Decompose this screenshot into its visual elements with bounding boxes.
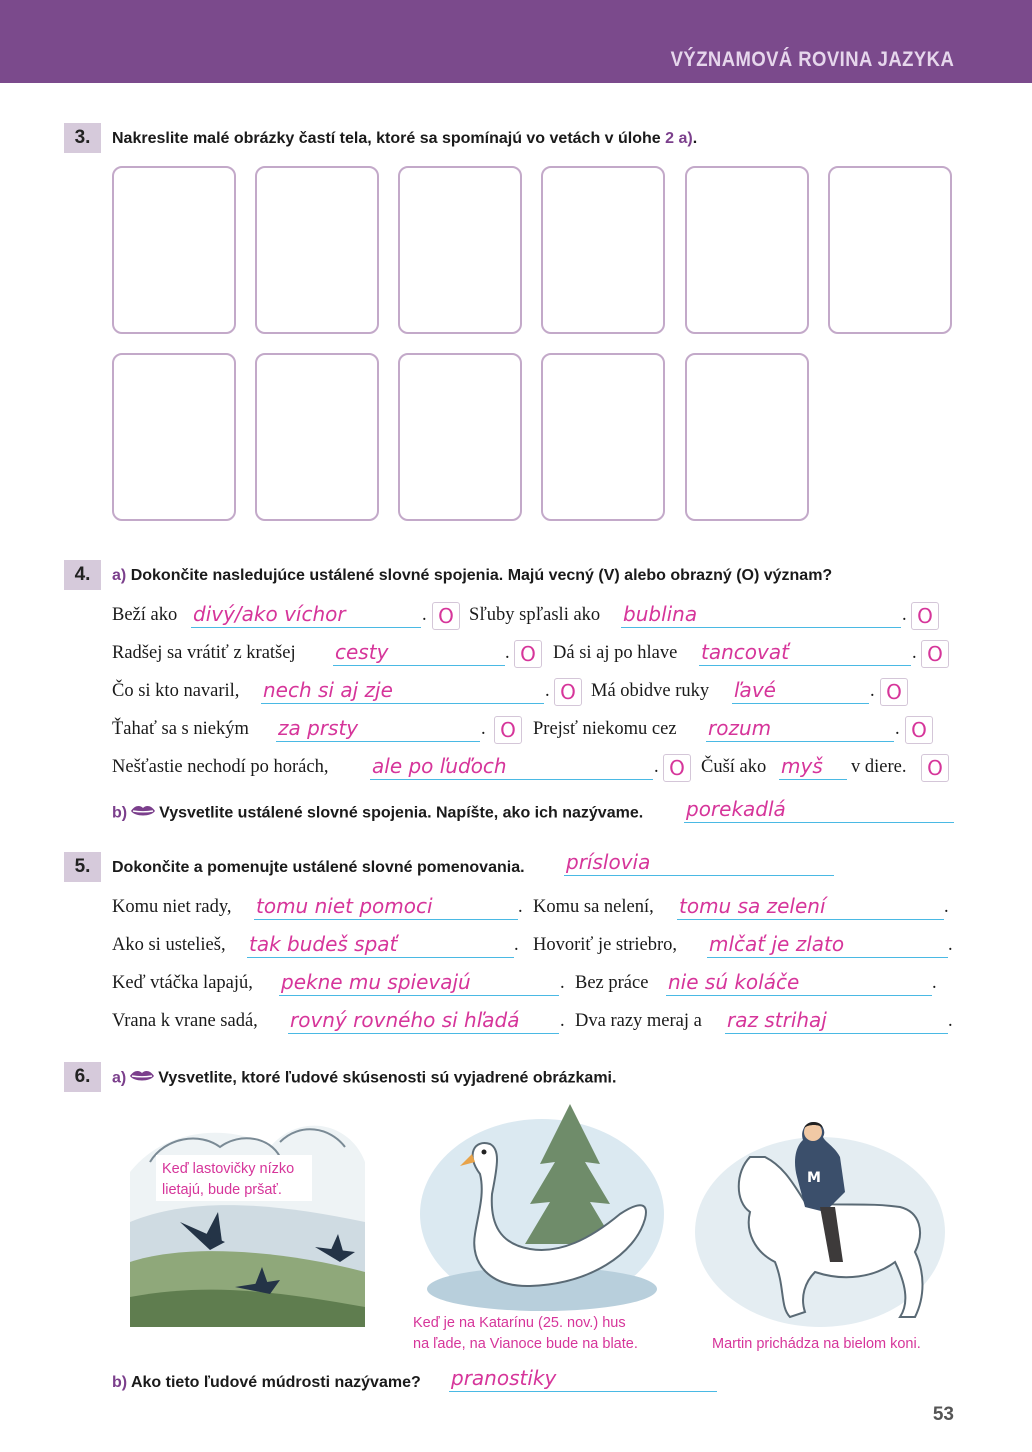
ex4-row2-right-text: Dá si aj po hlave	[553, 643, 678, 663]
period: .	[505, 643, 510, 663]
period: .	[948, 1011, 953, 1031]
exercise-5-instruction: Dokončite a pomenujte ustálené slovné pomenovania.	[112, 859, 525, 876]
exercise-4b-instruction	[112, 804, 643, 823]
period: .	[948, 935, 953, 955]
ex4-row4-right-answer[interactable]: rozum	[706, 716, 894, 742]
ex3-reference: 2 a)	[665, 130, 693, 147]
ex6b-label: b)	[112, 1374, 128, 1391]
ex5-row3-left-answer[interactable]: pekne mu spievajú	[279, 970, 559, 996]
ex4a-text: Dokončite nasledujúce ustálené slovné spojenia. Majú vecný (V) alebo obrazný (O) význam?	[130, 567, 833, 584]
exercise-3-instruction	[112, 130, 697, 148]
ex5-row1-left-text: Komu niet rady,	[112, 897, 232, 917]
exercise-3-number: 3.	[64, 123, 101, 153]
ex4-row1-right-text: Sľuby spľasli ako	[469, 605, 601, 625]
ex4-row4-right-text: Prejsť niekomu cez	[533, 719, 677, 739]
goose-illustration	[420, 1104, 665, 1312]
drawing-box[interactable]	[112, 166, 236, 334]
caption-goose-line2: na ľade, na Vianoce bude na blate.	[413, 1336, 638, 1352]
ex4-row3-left-meaning-box[interactable]: O	[554, 678, 582, 706]
ex5-row3-left-text: Keď vtáčka lapajú,	[112, 973, 253, 993]
ex4-row3-right-text: Má obidve ruky	[591, 681, 710, 701]
exercise-4-number: 4.	[64, 560, 101, 590]
period: .	[545, 681, 550, 701]
ex5-row1-right-answer[interactable]: tomu sa zelení	[677, 894, 944, 920]
caption-goose	[413, 1313, 638, 1355]
exercise-6-number: 6.	[64, 1062, 101, 1092]
period: .	[912, 643, 917, 663]
ex5-row4-right-text: Dva razy meraj a	[575, 1011, 702, 1031]
ex4-row5-right-answer[interactable]: myš	[779, 754, 847, 780]
ex6a-label: a)	[112, 1069, 127, 1087]
ex6a-text: Vysvetlite, ktoré ľudové skúsenosti sú vyjadrené obrázkami.	[158, 1069, 617, 1087]
ex5-row3-right-answer[interactable]: nie sú koláče	[666, 970, 932, 996]
ex4-row4-left-answer[interactable]: za prsty	[276, 716, 480, 742]
ex4b-label: b)	[112, 804, 128, 822]
ex4-row3-left-answer[interactable]: nech si aj zje	[261, 678, 544, 704]
drawing-box[interactable]	[255, 166, 379, 334]
ex5-row4-left-answer[interactable]: rovný rovného si hľadá	[288, 1008, 559, 1034]
caption-goose-line1: Keď je na Katarínu (25. nov.) hus	[413, 1315, 626, 1331]
ex4b-answer[interactable]: porekadlá	[684, 797, 954, 823]
exercise-6b-instruction	[112, 1374, 421, 1392]
period: .	[560, 1011, 565, 1031]
ex4-row1-left-meaning-box[interactable]: O	[432, 602, 460, 630]
ex5-row2-left-answer[interactable]: tak budeš spať	[247, 932, 514, 958]
period: .	[932, 973, 937, 993]
drawing-box[interactable]	[541, 166, 665, 334]
ex4-row5-left-answer[interactable]: ale po ľuďoch	[370, 754, 653, 780]
lips-icon	[129, 1069, 155, 1088]
ex3-instruction-end: .	[692, 130, 698, 147]
exercise-4a-instruction	[112, 567, 832, 585]
period: .	[514, 935, 519, 955]
ex5-row2-right-answer[interactable]: mlčať je zlato	[707, 932, 948, 958]
ex4-row3-left-text: Čo si kto navaril,	[112, 681, 240, 701]
drawing-box[interactable]	[685, 166, 809, 334]
svg-text:M: M	[807, 1170, 821, 1186]
ex4-row1-right-answer[interactable]: bublina	[621, 602, 901, 628]
ex5-row1-left-answer[interactable]: tomu niet pomoci	[254, 894, 518, 920]
ex4-row5-left-text: Nešťastie nechodí po horách,	[112, 757, 329, 777]
drawing-box[interactable]	[112, 353, 236, 521]
caption-horse: Martin prichádza na bielom koni.	[712, 1336, 921, 1352]
ex3-instruction-text: Nakreslite malé obrázky častí tela, ktoré sa spomínajú vo vetách v úlohe	[112, 130, 666, 147]
ex4a-label: a)	[112, 567, 127, 584]
ex4-row5-right-meaning-box[interactable]: O	[921, 754, 949, 782]
ex4-row1-left-answer[interactable]: divý/ako víchor	[191, 602, 421, 628]
lips-icon	[130, 804, 156, 823]
period: .	[870, 681, 875, 701]
drawing-box[interactable]	[398, 353, 522, 521]
period: .	[422, 605, 427, 625]
exercise-6a-instruction	[112, 1069, 616, 1088]
swallows-illustration	[130, 1102, 370, 1327]
ex6b-answer[interactable]: pranostiky	[449, 1366, 717, 1392]
ex5-row2-left-text: Ako si ustelieš,	[112, 935, 226, 955]
drawing-box[interactable]	[541, 353, 665, 521]
ex5-answer[interactable]: príslovia	[564, 850, 834, 876]
ex4-row4-left-text: Ťahať sa s niekým	[112, 719, 249, 739]
period: .	[481, 719, 486, 739]
ex5-row4-left-text: Vrana k vrane sadá,	[112, 1011, 258, 1031]
ex4-row2-right-meaning-box[interactable]: O	[921, 640, 949, 668]
drawing-box[interactable]	[398, 166, 522, 334]
period: .	[518, 897, 523, 917]
ex6b-text: Ako tieto ľudové múdrosti nazývame?	[130, 1374, 421, 1391]
period: .	[560, 973, 565, 993]
ex5-row3-right-text: Bez práce	[575, 973, 649, 993]
ex4-row3-right-answer[interactable]: ľavé	[732, 678, 869, 704]
ex5-row4-right-answer[interactable]: raz strihaj	[725, 1008, 948, 1034]
ex4-row1-right-meaning-box[interactable]: O	[911, 602, 939, 630]
drawing-box[interactable]	[255, 353, 379, 521]
drawing-box[interactable]	[828, 166, 952, 334]
page-number: 53	[932, 1404, 954, 1425]
ex4-row1-left-text: Beží ako	[112, 605, 178, 625]
ex4-row5-right-text: Čuší ako	[701, 757, 767, 777]
ex5-row1-right-text: Komu sa nelení,	[533, 897, 654, 917]
ex4-row4-right-meaning-box[interactable]: O	[905, 716, 933, 744]
drawing-box[interactable]	[685, 353, 809, 521]
ex4b-text: Vysvetlite ustálené slovné spojenia. Napíšte, ako ich nazývame.	[159, 804, 644, 822]
section-title: VÝZNAMOVÁ ROVINA JAZYKA	[670, 48, 954, 71]
ex4-row5-right-suffix: v diere.	[851, 757, 907, 777]
ex4-row2-left-answer[interactable]: cesty	[333, 640, 505, 666]
period: .	[654, 757, 659, 777]
period: .	[944, 897, 949, 917]
caption-swallows-line1: Keď lastovičky nízko	[162, 1161, 295, 1177]
page-header-band	[0, 0, 1032, 83]
ex4-row5-left-meaning-box[interactable]: O	[663, 754, 691, 782]
ex5-row2-right-text: Hovoriť je striebro,	[533, 935, 678, 955]
period: .	[895, 719, 900, 739]
caption-swallows-line2: lietajú, bude pršať.	[162, 1182, 282, 1198]
ex4-row2-left-meaning-box[interactable]: O	[514, 640, 542, 668]
caption-swallows	[162, 1159, 294, 1201]
exercise-5-number: 5.	[64, 852, 101, 882]
horse-rider-illustration	[695, 1112, 945, 1330]
ex4-row4-left-meaning-box[interactable]: O	[494, 716, 522, 744]
ex4-row2-right-answer[interactable]: tancovať	[699, 640, 911, 666]
ex4-row2-left-text: Radšej sa vrátiť z kratšej	[112, 643, 296, 663]
ex4-row3-right-meaning-box[interactable]: O	[880, 678, 908, 706]
period: .	[902, 605, 907, 625]
